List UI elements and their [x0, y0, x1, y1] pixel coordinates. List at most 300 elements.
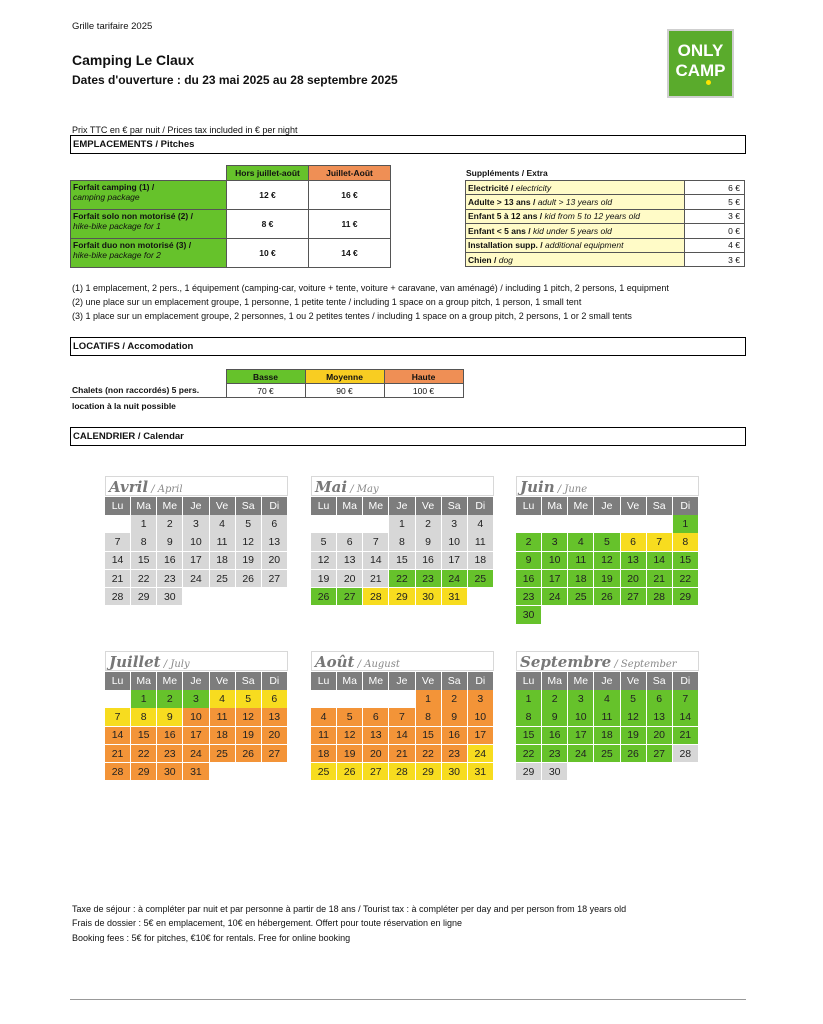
calendar-day: 23: [157, 570, 183, 588]
calendar-day: 6: [647, 690, 673, 708]
extra-label: [466, 224, 685, 238]
calendar-day: 27: [337, 588, 363, 606]
weekday-header: Ma: [542, 497, 568, 515]
price-high: 14 €: [309, 239, 391, 268]
pitches-header-row: [71, 166, 391, 181]
weekday-header: Lu: [105, 497, 131, 515]
calendar-day: 9: [416, 533, 442, 551]
month-grid: [311, 497, 494, 605]
calendar-day: 20: [647, 727, 673, 745]
calendar-day: 8: [131, 708, 157, 726]
calendar-day: 6: [363, 708, 389, 726]
calendar-day: 21: [363, 570, 389, 588]
weekday-header: Ma: [337, 672, 363, 690]
calendar-day: 17: [183, 727, 209, 745]
calendar-day: 9: [157, 533, 183, 551]
calendar-day: 7: [647, 533, 673, 551]
month-grid: [105, 497, 288, 605]
calendar-day: 27: [262, 570, 288, 588]
calendar-day: 17: [183, 552, 209, 570]
calendar-day: 23: [516, 588, 542, 606]
price-low: 10 €: [227, 239, 309, 268]
empty-day: [363, 690, 389, 708]
empty-day: [105, 690, 131, 708]
onlycamp-logo: [667, 29, 734, 98]
month-name-en: April: [157, 484, 183, 495]
calendar-day: 26: [236, 745, 262, 763]
price-high: 11 €: [309, 210, 391, 239]
package-fr: Forfait duo non motorisé (3) /: [73, 240, 192, 250]
table-row: [466, 209, 745, 223]
calendar-day: 11: [311, 727, 337, 745]
calendar-day: 19: [311, 570, 337, 588]
calendar-day: 28: [647, 588, 673, 606]
month-calendar: [516, 476, 699, 624]
weekday-header: Di: [673, 497, 699, 515]
calendar-day: 9: [157, 708, 183, 726]
extra-fr: Installation supp. /: [468, 240, 543, 251]
calendar-day: 12: [594, 552, 620, 570]
rentals-header-high: Haute: [384, 370, 463, 384]
document-label: Grille tarifaire 2025: [72, 21, 153, 32]
calendar-day: 19: [236, 727, 262, 745]
weekday-header: Je: [389, 672, 415, 690]
month-name-en: July: [170, 659, 190, 670]
month-name-fr: Août: [315, 653, 355, 671]
opening-dates: Dates d'ouverture : du 23 mai 2025 au 28 septembre 2025: [72, 73, 398, 87]
weekday-header: Je: [594, 672, 620, 690]
calendar-day: 30: [542, 763, 568, 781]
pitches-header-high: Juillet-Août: [309, 166, 391, 181]
month-separator: /: [347, 484, 357, 495]
weekday-header: Ma: [542, 672, 568, 690]
extra-price: 0 €: [685, 224, 745, 238]
calendar-day: 24: [183, 570, 209, 588]
extra-price: 3 €: [685, 252, 745, 266]
calendar-day: 4: [210, 690, 236, 708]
weekday-header: Me: [157, 672, 183, 690]
calendar-day: 11: [468, 533, 494, 551]
rental-price-low: 70 €: [226, 384, 305, 398]
calendar-day: 4: [468, 515, 494, 533]
calendar-day: 6: [262, 690, 288, 708]
calendar-day: 5: [594, 533, 620, 551]
calendar-day: 2: [442, 690, 468, 708]
month-name-fr: Avril: [109, 478, 149, 496]
month-title: [105, 651, 288, 671]
calendar-day: 8: [673, 533, 699, 551]
calendar-day: 7: [105, 708, 131, 726]
calendar-day: 20: [262, 727, 288, 745]
weekday-header: Di: [262, 672, 288, 690]
weekday-header: Lu: [516, 497, 542, 515]
calendar-day: 21: [105, 570, 131, 588]
calendar-day: 21: [673, 727, 699, 745]
package-label: [71, 181, 227, 210]
calendar-day: 24: [442, 570, 468, 588]
calendar-day: 13: [621, 552, 647, 570]
calendar-day: 25: [210, 570, 236, 588]
calendar-day: 30: [157, 588, 183, 606]
calendar-day: 14: [389, 727, 415, 745]
weekday-header: Me: [363, 672, 389, 690]
footnote-1: (1) 1 emplacement, 2 pers., 1 équipement (camping-car, voiture + tente, voiture + caravane, van aménagé) / including 1 pitch, 2 persons, 1 equipment: [72, 283, 669, 293]
rental-price-mid: 90 €: [305, 384, 384, 398]
calendar-day: 20: [262, 552, 288, 570]
month-name-en: September: [620, 659, 677, 670]
calendar-day: 24: [183, 745, 209, 763]
calendar-day: 24: [568, 745, 594, 763]
calendar-day: 7: [389, 708, 415, 726]
weekday-header: Ve: [210, 497, 236, 515]
rentals-table: [70, 369, 464, 398]
empty-day: [647, 515, 673, 533]
calendar-day: 3: [183, 690, 209, 708]
empty-day: [311, 690, 337, 708]
month-name-fr: Septembre: [520, 653, 612, 671]
empty-day: [337, 515, 363, 533]
extra-fr: Enfant 5 à 12 ans /: [468, 211, 543, 222]
extra-fr: Chien /: [468, 254, 497, 265]
calendar-day: 2: [542, 690, 568, 708]
weekday-header: Ma: [337, 497, 363, 515]
weekday-header: Ve: [621, 497, 647, 515]
calendar-day: 26: [311, 588, 337, 606]
table-row: [71, 210, 391, 239]
calendar-day: 15: [131, 552, 157, 570]
calendar-day: 18: [568, 570, 594, 588]
extra-price: 5 €: [685, 195, 745, 209]
calendar-day: 23: [542, 745, 568, 763]
calendar-day: 3: [183, 515, 209, 533]
calendar-day: 5: [236, 515, 262, 533]
calendar-day: 27: [363, 763, 389, 781]
calendar-day: 25: [311, 763, 337, 781]
calendar-day: 12: [337, 727, 363, 745]
prices-note: Prix TTC en € par nuit / Prices tax included in € per night: [72, 125, 298, 135]
weekday-header: Ve: [210, 672, 236, 690]
extras-table: [465, 180, 745, 267]
calendar-day: 10: [468, 708, 494, 726]
weekday-header: Ve: [416, 672, 442, 690]
calendar-day: 9: [442, 708, 468, 726]
calendar-day: 16: [157, 552, 183, 570]
rentals-header-row: [70, 370, 463, 384]
price-low: 8 €: [227, 210, 309, 239]
calendar-day: 20: [363, 745, 389, 763]
weekday-header: Je: [594, 497, 620, 515]
calendar-day: 22: [131, 745, 157, 763]
package-fr: Forfait solo non motorisé (2) /: [73, 211, 193, 221]
extra-label: [466, 195, 685, 209]
calendar-day: 18: [468, 552, 494, 570]
calendar-day: 17: [468, 727, 494, 745]
calendar-day: 12: [236, 533, 262, 551]
calendar-day: 16: [442, 727, 468, 745]
calendar-day: 30: [516, 606, 542, 624]
calendar-day: 17: [542, 570, 568, 588]
month-calendar: [105, 651, 288, 780]
calendar-day: 16: [542, 727, 568, 745]
table-row: [70, 384, 463, 398]
table-row: [466, 238, 745, 252]
month-name-en: June: [564, 484, 588, 495]
calendar-day: 10: [183, 533, 209, 551]
calendar-day: 18: [311, 745, 337, 763]
calendar-day: 7: [363, 533, 389, 551]
calendar-day: 1: [673, 515, 699, 533]
rentals-header-empty: [70, 370, 226, 384]
calendar-day: 22: [131, 570, 157, 588]
extra-en: adult > 13 years old: [537, 197, 613, 208]
month-name-en: May: [356, 484, 379, 495]
calendar-day: 11: [568, 552, 594, 570]
empty-day: [621, 515, 647, 533]
calendar-day: 17: [568, 727, 594, 745]
weekday-header: Sa: [236, 497, 262, 515]
calendar-day: 31: [468, 763, 494, 781]
calendar-day: 16: [157, 727, 183, 745]
weekday-header: Je: [183, 497, 209, 515]
month-grid: [516, 672, 699, 780]
calendar-day: 10: [568, 708, 594, 726]
calendar-day: 5: [337, 708, 363, 726]
calendar-day: 14: [673, 708, 699, 726]
empty-day: [311, 515, 337, 533]
extra-price: 3 €: [685, 209, 745, 223]
package-label: [71, 239, 227, 268]
calendar-day: 16: [416, 552, 442, 570]
calendar-day: 23: [157, 745, 183, 763]
calendar-day: 26: [337, 763, 363, 781]
footnote-3: (3) 1 place sur un emplacement groupe, 2 personnes, 1 ou 2 petites tentes / including 1 space on a group pitch, 2 persons, 1 or 2 small tents: [72, 311, 632, 321]
calendar-day: 22: [416, 745, 442, 763]
month-title: [311, 476, 494, 496]
calendar-day: 5: [311, 533, 337, 551]
footer-booking-fees: Booking fees : 5€ for pitches, €10€ for rentals. Free for online booking: [72, 933, 351, 943]
section-rentals: LOCATIFS / Accomodation: [70, 337, 746, 356]
calendar-day: 27: [621, 588, 647, 606]
calendar-day: 4: [568, 533, 594, 551]
weekday-header: Je: [389, 497, 415, 515]
month-calendar: [105, 476, 288, 605]
calendar-day: 13: [647, 708, 673, 726]
calendar-day: 13: [262, 708, 288, 726]
calendar-day: 30: [157, 763, 183, 781]
extra-en: kid under 5 years old: [532, 225, 612, 236]
calendar-day: 11: [210, 708, 236, 726]
rental-label: Chalets (non raccordés) 5 pers.: [70, 384, 226, 398]
month-grid: [311, 672, 494, 780]
calendar-day: 8: [416, 708, 442, 726]
calendar-day: 10: [542, 552, 568, 570]
calendar-day: 13: [262, 533, 288, 551]
rentals-header-low: Basse: [226, 370, 305, 384]
calendar-day: 3: [468, 690, 494, 708]
weekday-header: Ve: [621, 672, 647, 690]
logo-line-2: [669, 61, 732, 81]
calendar-day: 21: [647, 570, 673, 588]
footer-file-fees: Frais de dossier : 5€ en emplacement, 10€ en hébergement. Offert pour toute réservation en ligne: [72, 918, 463, 928]
month-separator: /: [611, 659, 621, 670]
calendar-day: 2: [157, 515, 183, 533]
calendar-day: 2: [516, 533, 542, 551]
weekday-header: Lu: [311, 672, 337, 690]
package-en: camping package: [73, 192, 140, 202]
weekday-header: Sa: [647, 497, 673, 515]
calendar-day: 1: [131, 515, 157, 533]
calendar-day: 22: [673, 570, 699, 588]
calendar-day: 18: [594, 727, 620, 745]
calendar-day: 6: [262, 515, 288, 533]
calendar-day: 15: [131, 727, 157, 745]
calendar-day: 12: [311, 552, 337, 570]
pitches-header-low: Hors juillet-août: [227, 166, 309, 181]
calendar-day: 29: [516, 763, 542, 781]
logo-line-1: ONLY: [677, 41, 724, 60]
empty-day: [389, 690, 415, 708]
calendar-day: 13: [337, 552, 363, 570]
weekday-header: Lu: [516, 672, 542, 690]
calendar-day: 28: [363, 588, 389, 606]
weekday-header: Me: [363, 497, 389, 515]
month-separator: /: [354, 659, 365, 670]
calendar-day: 19: [594, 570, 620, 588]
weekday-header: Me: [568, 672, 594, 690]
table-row: [466, 181, 745, 195]
calendar-day: 17: [442, 552, 468, 570]
weekday-header: Lu: [311, 497, 337, 515]
calendar-day: 3: [568, 690, 594, 708]
extra-label: [466, 181, 685, 195]
weekday-header: Di: [468, 497, 494, 515]
calendar-day: 7: [105, 533, 131, 551]
calendar-day: 12: [621, 708, 647, 726]
month-name-fr: Juillet: [109, 653, 161, 671]
weekday-header: Sa: [442, 672, 468, 690]
weekday-header: Sa: [236, 672, 262, 690]
package-en: hike-bike package for 1: [73, 221, 161, 231]
calendar-day: 28: [389, 763, 415, 781]
calendar-day: 25: [568, 588, 594, 606]
month-name-en: August: [364, 659, 400, 670]
weekday-header: Ma: [131, 497, 157, 515]
month-separator: /: [160, 659, 171, 670]
calendar-day: 1: [416, 690, 442, 708]
calendar-day: 10: [442, 533, 468, 551]
calendar-day: 28: [105, 588, 131, 606]
calendar-day: 4: [210, 515, 236, 533]
month-grid: [105, 672, 288, 780]
weekday-header: Di: [262, 497, 288, 515]
calendar-day: 29: [416, 763, 442, 781]
package-en: hike-bike package for 2: [73, 250, 161, 260]
month-title: [105, 476, 288, 496]
extra-price: 6 €: [685, 181, 745, 195]
empty-day: [568, 515, 594, 533]
weekday-header: Di: [673, 672, 699, 690]
month-name-fr: Juin: [520, 478, 555, 496]
calendar-day: 27: [262, 745, 288, 763]
calendar-day: 25: [468, 570, 494, 588]
table-row: [466, 224, 745, 238]
calendar-day: 8: [131, 533, 157, 551]
price-low: 12 €: [227, 181, 309, 210]
extra-price: 4 €: [685, 238, 745, 252]
empty-day: [105, 515, 131, 533]
weekday-header: Je: [183, 672, 209, 690]
calendar-day: 9: [516, 552, 542, 570]
calendar-day: 20: [621, 570, 647, 588]
calendar-day: 31: [442, 588, 468, 606]
calendar-day: 22: [516, 745, 542, 763]
calendar-day: 18: [210, 552, 236, 570]
calendar-day: 25: [594, 745, 620, 763]
calendar-day: 31: [183, 763, 209, 781]
month-calendar: [311, 476, 494, 605]
calendar-day: 4: [594, 690, 620, 708]
weekday-header: Di: [468, 672, 494, 690]
price-high: 16 €: [309, 181, 391, 210]
calendar-day: 1: [389, 515, 415, 533]
rentals-header-mid: Moyenne: [305, 370, 384, 384]
weekday-header: Ma: [131, 672, 157, 690]
extra-en: electricity: [515, 182, 552, 193]
calendar-day: 14: [105, 552, 131, 570]
calendar-day: 23: [416, 570, 442, 588]
calendar-day: 7: [673, 690, 699, 708]
table-row: [466, 195, 745, 209]
calendar-day: 1: [131, 690, 157, 708]
extras-title: Suppléments / Extra: [466, 168, 548, 178]
month-name-fr: Mai: [315, 478, 348, 496]
month-separator: /: [148, 484, 158, 495]
calendar-day: 27: [647, 745, 673, 763]
calendar-day: 29: [673, 588, 699, 606]
pitches-table: [70, 165, 391, 268]
calendar-day: 30: [416, 588, 442, 606]
calendar-day: 9: [542, 708, 568, 726]
calendar-day: 15: [389, 552, 415, 570]
calendar-day: 2: [157, 690, 183, 708]
calendar-day: 14: [105, 727, 131, 745]
calendar-day: 8: [516, 708, 542, 726]
calendar-day: 8: [389, 533, 415, 551]
calendar-day: 11: [210, 533, 236, 551]
package-fr: Forfait camping (1) /: [73, 182, 155, 192]
calendar-day: 29: [131, 588, 157, 606]
calendar-day: 5: [621, 690, 647, 708]
extra-fr: Enfant < 5 ans /: [468, 225, 531, 236]
month-title: [516, 651, 699, 671]
calendar-day: 6: [337, 533, 363, 551]
calendar-day: 14: [647, 552, 673, 570]
pitches-header-empty: [71, 166, 227, 181]
campsite-name: Camping Le Claux: [72, 52, 195, 68]
calendar-day: 29: [131, 763, 157, 781]
empty-day: [594, 515, 620, 533]
calendar-day: 22: [389, 570, 415, 588]
calendar-day: 14: [363, 552, 389, 570]
calendar-day: 19: [337, 745, 363, 763]
table-row: [71, 181, 391, 210]
weekday-header: Ve: [416, 497, 442, 515]
calendar-day: 13: [363, 727, 389, 745]
calendar-day: 26: [594, 588, 620, 606]
calendar-day: 3: [542, 533, 568, 551]
footer-tourist-tax: Taxe de séjour : à compléter par nuit et par personne à partir de 18 ans / Tourist tax : à compléter per day and per person from 18 years old: [72, 904, 627, 914]
table-row: [71, 239, 391, 268]
